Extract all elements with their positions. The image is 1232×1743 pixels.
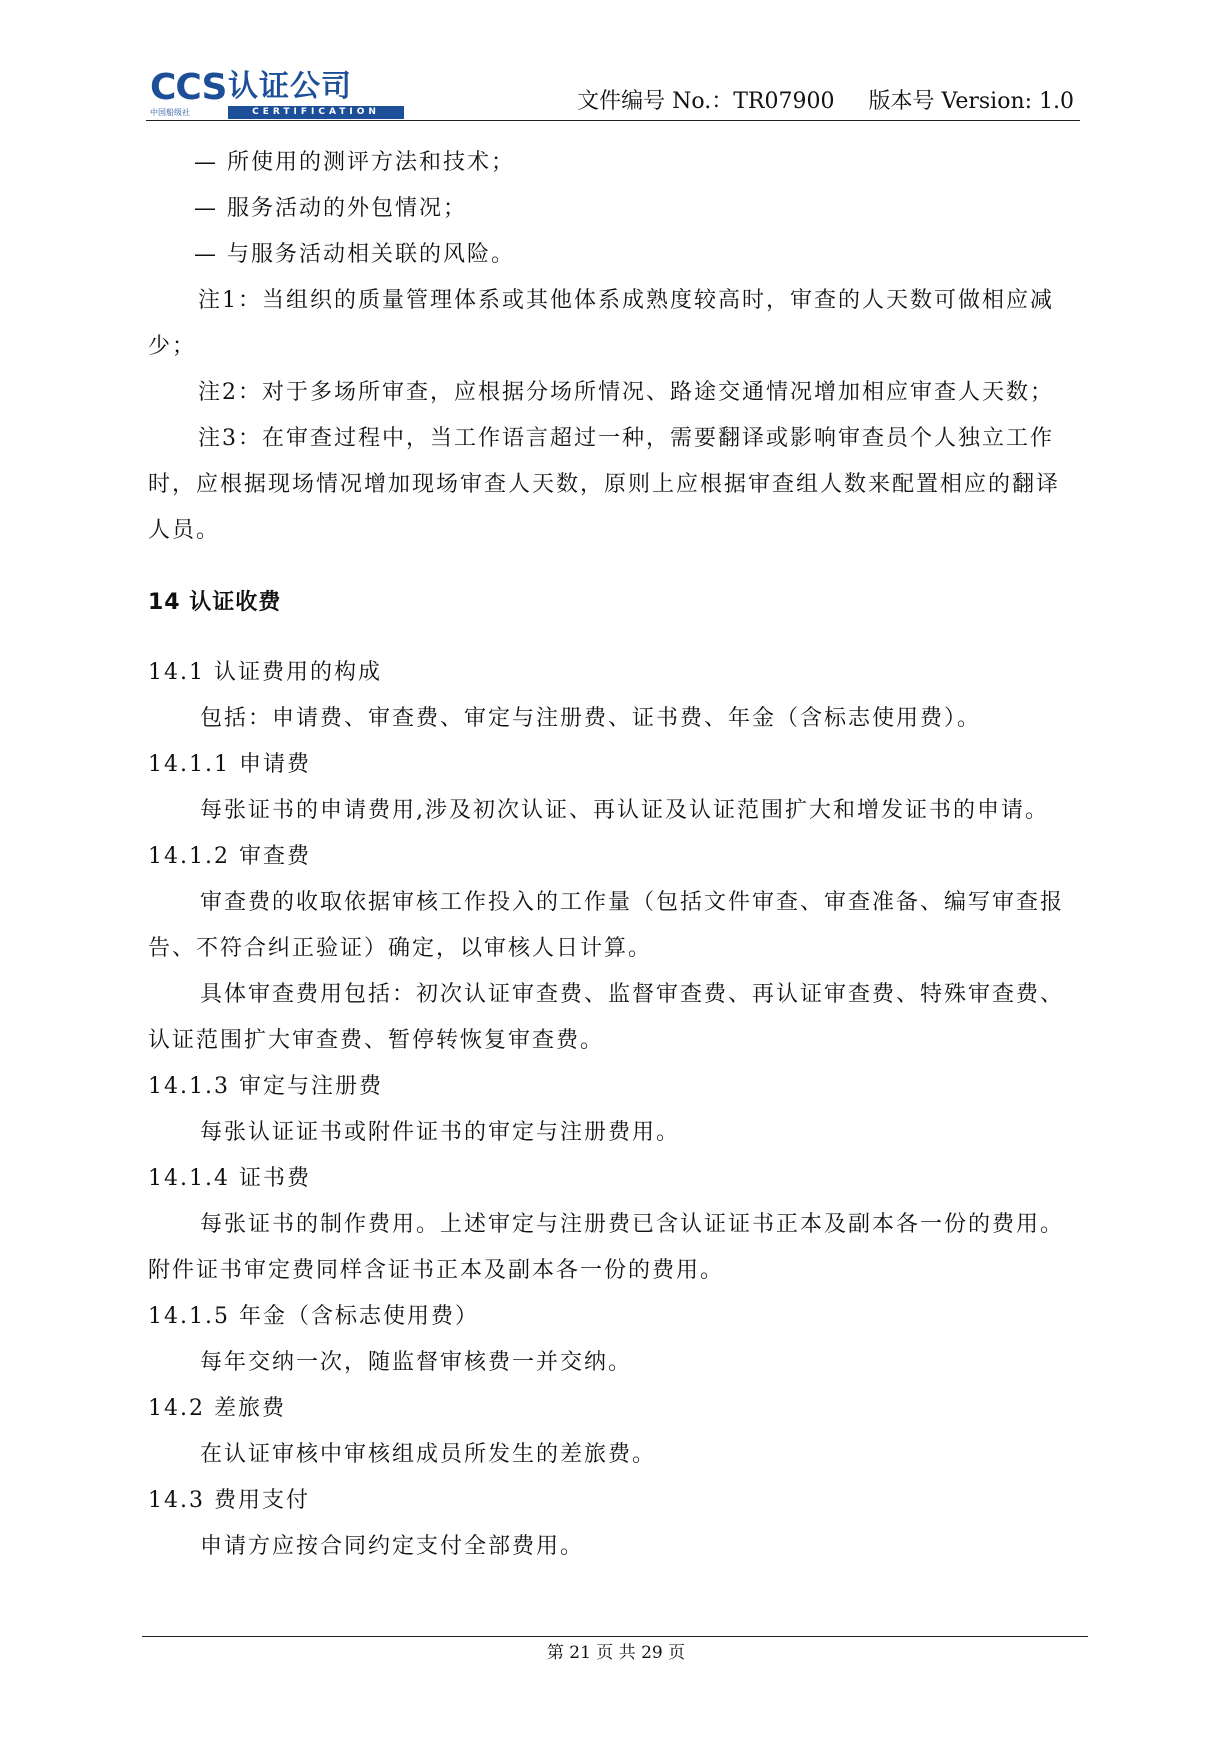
subsection-heading-14-2: 14.2 差旅费 <box>148 1396 286 1421</box>
header-document-info <box>577 88 1074 116</box>
paragraph: 具体审查费用包括：初次认证审查费、监督审查费、再认证审查费、特殊审查费、认证范围扩大审查费、暂停转恢复审查费。 <box>148 982 1065 1053</box>
subsection-heading-14-1-5: 14.1.5 年金（含标志使用费） <box>148 1304 479 1329</box>
logo-chinese-text: 认证公司 <box>228 69 352 104</box>
logo-ccs-text: CCS <box>150 67 227 108</box>
document-body <box>148 140 1083 1570</box>
page-number: 第 21 页 共 29 页 <box>546 1643 686 1663</box>
subsection-heading-14-1: 14.1 认证费用的构成 <box>148 660 382 685</box>
document-number: 文件编号 No.：TR07900 <box>577 89 835 114</box>
list-item: — 与服务活动相关联的风险。 <box>194 242 515 267</box>
header-divider <box>146 120 1080 121</box>
page-header <box>148 62 1080 122</box>
paragraph: 每张证书的申请费用,涉及初次认证、再认证及认证范围扩大和增发证书的申请。 <box>200 798 1049 823</box>
paragraph: 审查费的收取依据审核工作投入的工作量（包括文件审查、审查准备、编写审查报告、不符合纠正验证）确定，以审核人日计算。 <box>148 890 1065 961</box>
paragraph: 在认证审核中审核组成员所发生的差旅费。 <box>200 1442 657 1467</box>
paragraph: 每张认证证书或附件证书的审定与注册费用。 <box>200 1120 681 1145</box>
paragraph: 每年交纳一次，随监督审核费一并交纳。 <box>200 1350 633 1375</box>
paragraph: 申请方应按合同约定支付全部费用。 <box>200 1534 585 1559</box>
subsection-heading-14-3: 14.3 费用支付 <box>148 1488 310 1513</box>
list-item: — 所使用的测评方法和技术； <box>194 150 515 175</box>
logo-certification-bar: CERTIFICATION <box>228 106 404 119</box>
subsection-heading-14-1-4: 14.1.4 证书费 <box>148 1166 311 1191</box>
note-3: 注3：在审查过程中，当工作语言超过一种，需要翻译或影响审查员个人独立工作时，应根据现场情况增加现场审查人天数，原则上应根据审查组人数来配置相应的翻译人员。 <box>148 426 1061 543</box>
note-2: 注2：对于多场所审查，应根据分场所情况、路途交通情况增加相应审查人天数； <box>198 380 1054 405</box>
subsection-heading-14-1-1: 14.1.1 申请费 <box>148 752 311 777</box>
list-item: — 服务活动的外包情况； <box>194 196 467 221</box>
version-number: 版本号 Version: 1.0 <box>868 89 1074 114</box>
logo-subtitle: 中国船级社 <box>150 108 190 117</box>
section-heading-14: 14 认证收费 <box>148 590 282 615</box>
subsection-heading-14-1-2: 14.1.2 审查费 <box>148 844 311 869</box>
ccs-certification-logo <box>148 68 410 120</box>
subsection-heading-14-1-3: 14.1.3 审定与注册费 <box>148 1074 383 1099</box>
paragraph: 包括：申请费、审查费、审定与注册费、证书费、年金（含标志使用费）。 <box>200 706 982 731</box>
note-1: 注1：当组织的质量管理体系或其他体系成熟度较高时，审查的人天数可做相应减少； <box>148 288 1054 359</box>
paragraph: 每张证书的制作费用。上述审定与注册费已含认证证书正本及副本各一份的费用。附件证书审定费同样含证书正本及副本各一份的费用。 <box>148 1212 1065 1283</box>
footer-divider <box>142 1636 1088 1637</box>
